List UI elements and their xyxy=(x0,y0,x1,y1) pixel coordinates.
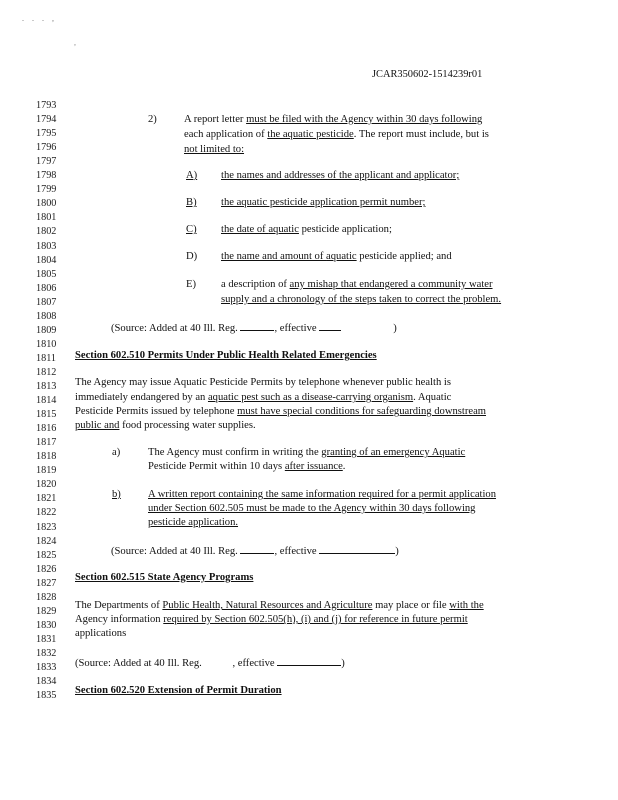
line-number: 1829 xyxy=(36,605,57,617)
text: food processing water supplies. xyxy=(119,420,256,431)
line-number: 1803 xyxy=(36,240,57,252)
item-2-line-3: not limited to: xyxy=(184,144,245,155)
blank-line xyxy=(277,656,341,666)
underlined-text: aquatic pest such as a disease-carrying organism xyxy=(207,392,414,403)
underlined-text: granting of an emergency Aquatic xyxy=(321,447,466,458)
line-number: 1798 xyxy=(36,170,57,182)
underlined-text: the date of xyxy=(221,224,269,235)
line-number: 1797 xyxy=(36,156,57,168)
subitem-a-text: the names and addresses of the applicant and applicator; xyxy=(221,170,460,181)
text: Pesticide Permits issued by telephone xyxy=(75,406,238,417)
text: (Source: Added at 40 Ill. Reg. xyxy=(75,658,205,669)
section-602-515-heading: Section 602.515 State Agency Programs xyxy=(75,572,254,583)
sec510-b-line-2: under Section 602.505 must be made to the Agency within 30 days following xyxy=(148,503,476,514)
source-note-3 xyxy=(75,656,345,669)
line-number: 1793 xyxy=(36,100,57,111)
line-number: 1806 xyxy=(36,282,57,294)
sec515-para-line-1 xyxy=(75,600,484,611)
subitem-d-label: D) xyxy=(186,251,198,262)
subitem-c-text xyxy=(221,224,392,235)
line-number: 1822 xyxy=(36,507,57,519)
source-note-2 xyxy=(111,544,399,557)
line-number: 1795 xyxy=(36,128,57,140)
subitem-b-label: B) xyxy=(186,197,197,208)
blank-line xyxy=(319,321,341,331)
section-602-510-heading: Section 602.510 Permits Under Public Health Related Emergencies xyxy=(75,350,377,361)
line-number: 1828 xyxy=(36,591,57,603)
line-number: 1804 xyxy=(36,254,57,266)
line-number: 1805 xyxy=(36,268,57,280)
text: , effective xyxy=(274,546,320,557)
text: pesticide application; xyxy=(298,224,392,235)
sec510-a-line-1 xyxy=(148,447,465,458)
line-number: 1819 xyxy=(36,465,57,477)
text: immediately endangered by an xyxy=(75,392,208,403)
line-number: 1827 xyxy=(36,577,57,589)
subitem-b-text: the aquatic pesticide application permit number; xyxy=(221,197,426,208)
text: Agency information xyxy=(75,614,164,625)
sec515-para-line-2 xyxy=(75,614,468,625)
line-number: 1835 xyxy=(36,690,57,702)
line-number: 1794 xyxy=(36,114,57,126)
line-number: 1816 xyxy=(36,423,57,435)
sec510-para-line-4 xyxy=(75,420,256,431)
underlined-text: Public Health, Natural Resources and Agriculture xyxy=(162,600,373,611)
text: a description of xyxy=(221,279,290,290)
sec510-para-line-2 xyxy=(75,392,451,403)
sec510-para-line-3 xyxy=(75,406,486,417)
subitem-e-text xyxy=(221,279,493,290)
line-number: 1823 xyxy=(36,521,57,533)
text: each application of xyxy=(184,129,268,140)
sec510-b-line-1: A written report containing the same information required for a permit application xyxy=(148,489,497,500)
text: The Agency must confirm in writing the xyxy=(148,447,322,458)
subitem-e-text-line-2: supply and a chronology of the steps taken to correct the problem. xyxy=(221,294,502,305)
text: , effective xyxy=(232,658,278,669)
line-number: 1796 xyxy=(36,142,57,154)
underlined-text: must have special conditions for safeguarding downstream xyxy=(237,406,487,417)
text: (Source: Added at 40 Ill. Reg. xyxy=(111,546,241,557)
text: , effective xyxy=(274,323,320,334)
line-number: 1809 xyxy=(36,324,57,336)
line-number: 1813 xyxy=(36,381,57,392)
line-number: 1800 xyxy=(36,198,57,210)
line-number: 1820 xyxy=(36,479,57,491)
text: ) xyxy=(393,323,397,334)
document-id: JCAR350602-1514239r01 xyxy=(372,69,483,80)
blank-line xyxy=(240,544,274,554)
underlined-text: after issuance xyxy=(284,461,343,472)
line-number: 1808 xyxy=(36,310,57,322)
text: ) xyxy=(341,658,345,669)
underlined-text: required by Section 602.505(h), (i) and (j) for reference in future permit xyxy=(163,614,468,625)
line-number: 1824 xyxy=(36,535,57,547)
line-number: 1799 xyxy=(36,184,57,196)
subitem-a-label: A) xyxy=(186,170,198,181)
underlined-text: any mishap that endangered a community water xyxy=(289,279,493,290)
text: Pesticide Permit within 10 days xyxy=(148,461,285,472)
section-602-520-heading: Section 602.520 Extension of Permit Duration xyxy=(75,685,282,696)
sec510-b-line-3: pesticide application. xyxy=(148,517,239,528)
text: may place or file xyxy=(372,600,450,611)
line-number: 1826 xyxy=(36,563,57,575)
underlined-text: the aquatic pesticide xyxy=(267,129,354,140)
underlined-text: with the xyxy=(449,600,484,611)
line-number: 1833 xyxy=(36,662,57,673)
sec510-b-label: b) xyxy=(112,489,121,500)
scan-speck-mark: , xyxy=(74,38,76,47)
sec510-a-line-2 xyxy=(148,461,345,472)
text: (Source: Added at 40 Ill. Reg. xyxy=(111,323,241,334)
underlined-text: the name and amount of xyxy=(221,251,327,262)
text: A report letter xyxy=(184,114,247,125)
text: ) xyxy=(395,546,399,557)
item-2-line-2 xyxy=(184,129,489,140)
subitem-c-label: C) xyxy=(186,224,197,235)
underlined-text: public and xyxy=(75,420,120,431)
text: . The report must include, but is xyxy=(353,129,489,140)
blank-line xyxy=(319,544,395,554)
line-number: 1814 xyxy=(36,395,57,407)
line-number: 1818 xyxy=(36,451,57,463)
subitem-d-text xyxy=(221,251,452,262)
line-number: 1825 xyxy=(36,549,57,561)
line-number: 1815 xyxy=(36,409,57,421)
line-number: 1812 xyxy=(36,366,57,378)
text: . Aquatic xyxy=(413,392,452,403)
line-number: 1817 xyxy=(36,437,57,449)
line-number: 1834 xyxy=(36,676,57,688)
item-2-number: 2) xyxy=(148,114,157,125)
text: . xyxy=(342,461,346,472)
sec510-para-line-1: The Agency may issue Aquatic Pesticide Permits by telephone whenever public health is xyxy=(75,377,451,388)
line-number: 1832 xyxy=(36,647,57,659)
line-number: 1801 xyxy=(36,212,57,224)
text: The Departments of xyxy=(75,600,163,611)
scan-speck-marks: . . . , xyxy=(22,14,57,23)
sec515-para-line-3: applications xyxy=(75,628,127,639)
underlined-text: aquatic xyxy=(326,251,357,262)
sec510-a-label: a) xyxy=(112,447,121,458)
line-number: 1811 xyxy=(36,352,56,364)
text: pesticide applied; and xyxy=(356,251,452,262)
blank-line xyxy=(240,321,274,331)
line-number: 1830 xyxy=(36,619,57,631)
item-2-line-1 xyxy=(184,114,482,125)
line-number: 1802 xyxy=(36,226,57,238)
underlined-text: aquatic xyxy=(268,224,299,235)
line-number: 1807 xyxy=(36,296,57,308)
subitem-e-label: E) xyxy=(186,279,196,290)
source-note-1 xyxy=(111,321,397,334)
underlined-text: must be filed with the Agency within 30 days following xyxy=(246,114,483,125)
line-number: 1821 xyxy=(36,493,57,505)
line-number: 1831 xyxy=(36,633,57,645)
line-number: 1810 xyxy=(36,338,57,350)
